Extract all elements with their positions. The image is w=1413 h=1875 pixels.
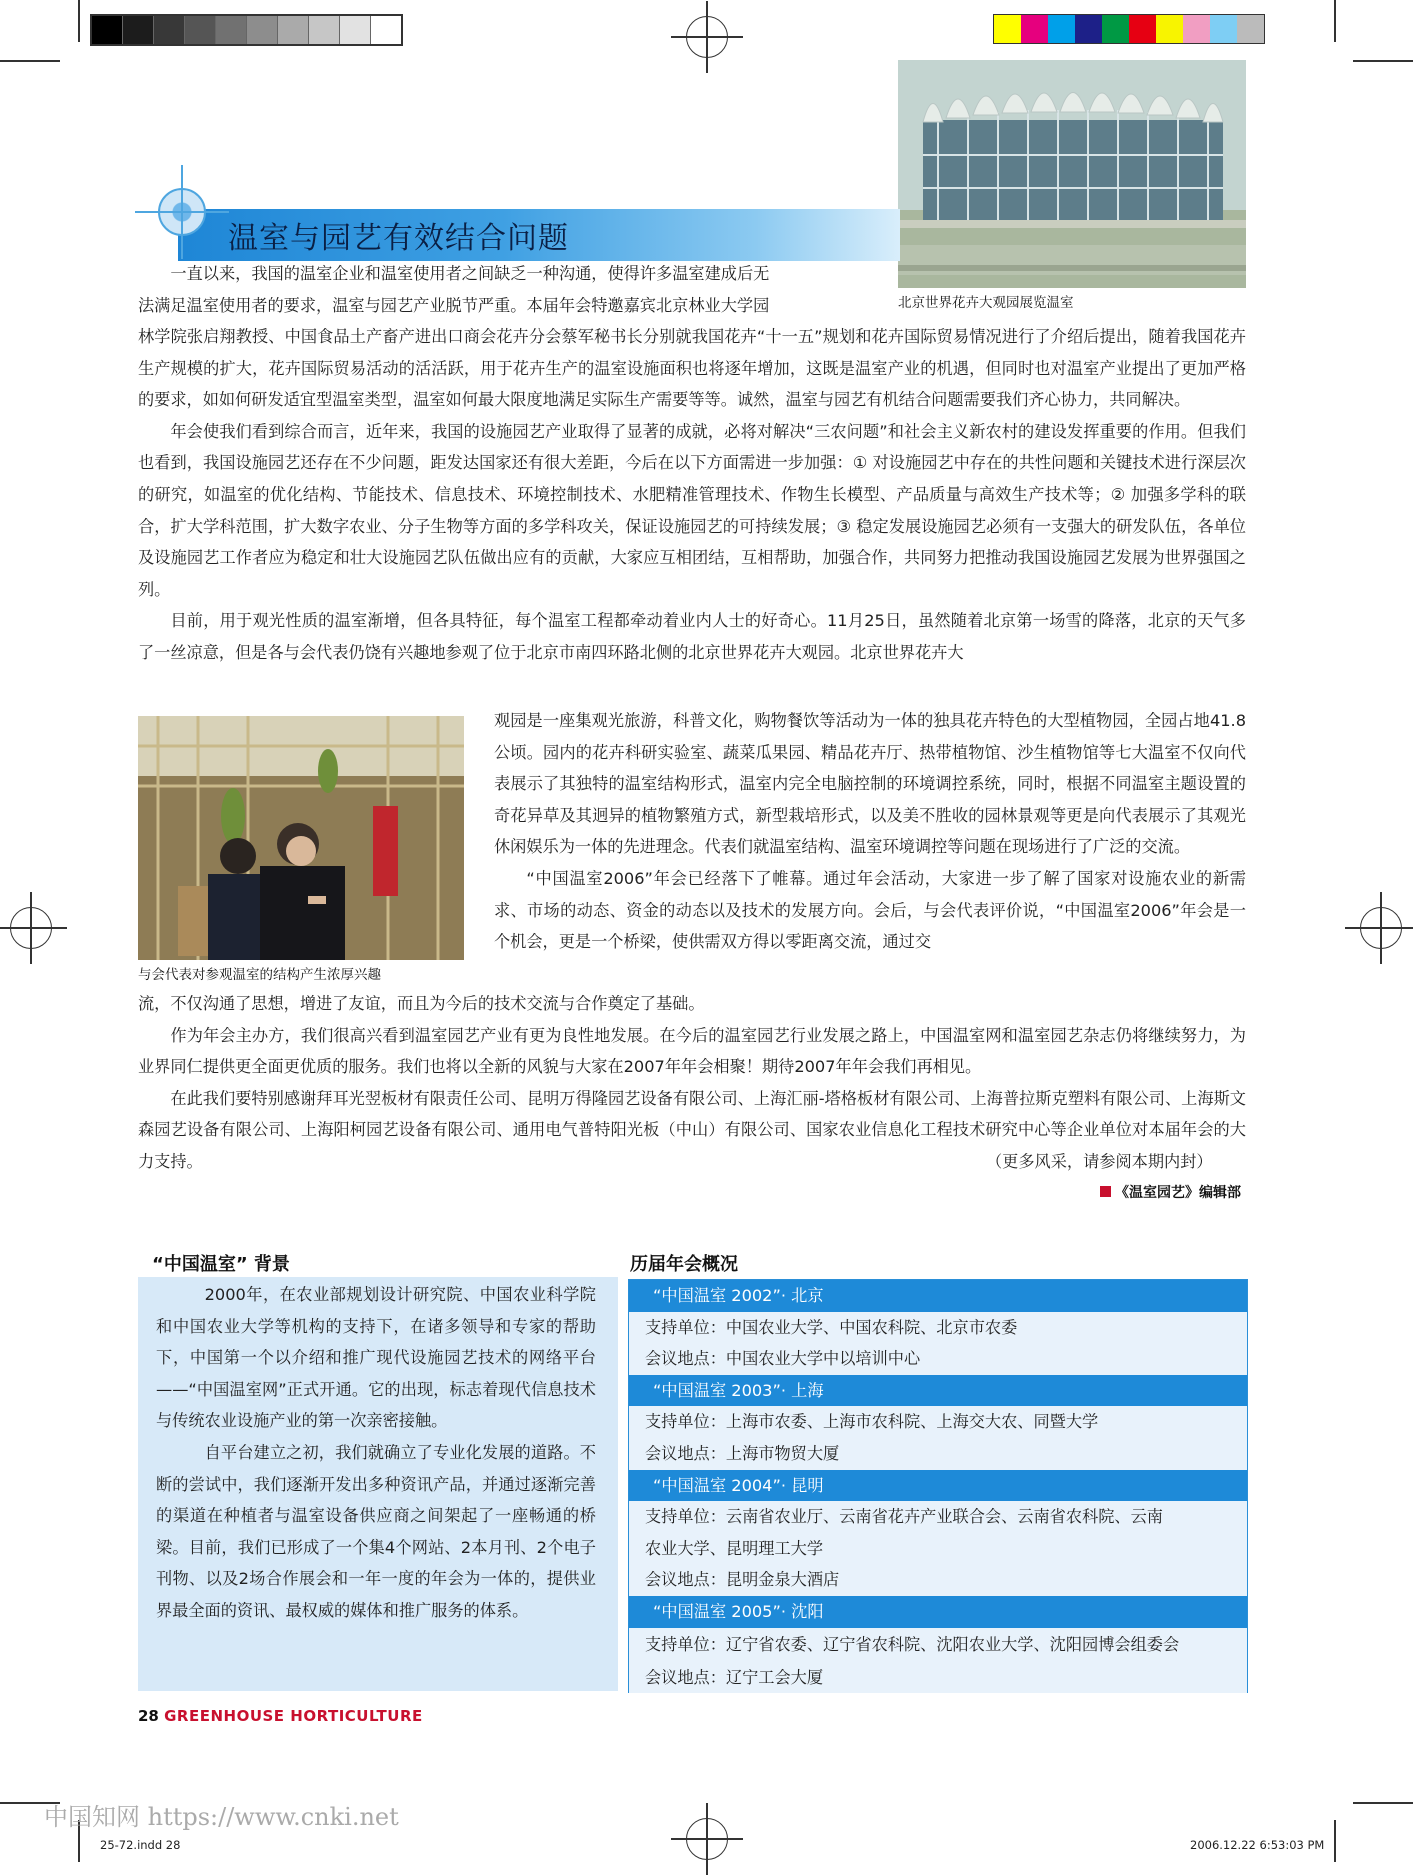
paragraph: “中国温室2006”年会已经落下了帷幕。通过年会活动，大家进一步了解了国家对设施农业的新需求、市场的动态、资金的动态以及技术的发展方向。会后，与会代表评价说，“中国温室2006”年会是一个机会，更是一个桥梁，使供需双方得以零距离交流，通过交 bbox=[494, 868, 1246, 952]
target-circle-icon bbox=[158, 188, 206, 236]
signature-text: 《温室园艺》编辑部 bbox=[1115, 1185, 1241, 1201]
article-body-main bbox=[138, 321, 1246, 669]
history-box-title: 历届年会概况 bbox=[630, 1254, 738, 1275]
paragraph: 林学院张启翔教授、中国食品土产畜产进出口商会花卉分会蔡军秘书长分别就我国花卉“十一五”规划和花卉国际贸易情况进行了介绍后提出，随着我国花卉生产规模的扩大，花卉国际贸易活动的活活跃，用于花卉生产的温室设施面积也将逐年增加，这既是温室产业的机遇，但同时也对温室产业提出了更加严格的要求，如如何研发适宜型温室类型，温室如何最大限度地满足实际生产需要等等。诚然，温室与园艺有机结合问题需要我们齐心协力，共同解决。 bbox=[138, 327, 1246, 410]
paragraph: 在此我们要特别感谢拜耳光翌板材有限责任公司、昆明万得隆园艺设备有限公司、上海汇丽-塔格板材有限公司、上海普拉斯克塑料有限公司、上海斯文森园艺设备有限公司、上海阳柯园艺设备有限公司、通用电气普特阳光板（中山）有限公司、国家农业信息化工程技术研究中心等企业单位对本届年会的大力支持。 bbox=[138, 1088, 1246, 1171]
crop-mark bbox=[1353, 60, 1413, 62]
registration-target-icon bbox=[1360, 907, 1402, 949]
background-box bbox=[138, 1277, 618, 1691]
registration-target-icon bbox=[686, 16, 728, 58]
history-entry-support: 支持单位：辽宁省农委、辽宁省农科院、沈阳农业大学、沈阳园博会组委会 bbox=[629, 1628, 1247, 1662]
cnki-watermark: 中国知网 https://www.cnki.net bbox=[44, 1803, 399, 1831]
crop-mark bbox=[1353, 1802, 1413, 1804]
article-body-beside-photo bbox=[494, 705, 1246, 958]
history-entry-support-continued: 农业大学、昆明理工大学 bbox=[629, 1533, 1247, 1565]
crop-mark bbox=[78, 0, 80, 42]
background-paragraph: 自平台建立之初，我们就确立了专业化发展的道路。不断的尝试中，我们逐渐开发出多种资讯产品，并通过逐渐完善的渠道在种植者与温室设备供应商之间架起了一座畅通的桥梁。目前，我们已形成了一个集4个网站、2本月刊、2个电子刊物、以及2场合作展会和一年一度的年会为一体的，提供业界最全面的资讯、最权威的媒体和推广服务的体系。 bbox=[156, 1442, 596, 1620]
paragraph: 年会使我们看到综合而言，近年来，我国的设施园艺产业取得了显著的成就，必将对解决“三农问题”和社会主义新农村的建设发挥重要的作用。但我们也看到，我国设施园艺还存在不少问题，距发达国家还有很大差距，今后在以下方面需进一步加强：① 对设施园艺中存在的共性问题和关键技术进行深层次的研究，如温室的优化结构、节能技术、信息技术、环境控制技术、水肥精准管理技术、作物生长模型、产品质量与高效生产技术等；② 加强多学科的联合，扩大学科范围，扩大数字农业、分子生物等方面的多学科攻关，保证设施园艺的可持续发展；③ 稳定发展设施园艺必须有一支强大的研发队伍，各单位及设施园艺工作者应为稳定和壮大设施园艺队伍做出应有的贡献，大家应互相团结，互相帮助，加强合作，共同努力把推动我国设施园艺发展为世界强国之列。 bbox=[138, 421, 1246, 599]
history-entry-support: 支持单位：中国农业大学、中国农科院、北京市农委 bbox=[629, 1312, 1247, 1344]
grey-calibration-bar bbox=[90, 14, 403, 46]
paragraph: 目前，用于观光性质的温室渐增，但各具特征，每个温室工程都牵动着业内人士的好奇心。11月25日，虽然随着北京第一场雪的降落，北京的天气多了一丝凉意，但是各与会代表仍饶有兴趣地参观了位于北京市南四环路北侧的北京世界花卉大观园。北京世界花卉大 bbox=[138, 611, 1246, 662]
history-entry-head: “中国温室 2004”· 昆明 bbox=[629, 1470, 1247, 1502]
paragraph: 一直以来，我国的温室企业和温室使用者之间缺乏一种沟通，使得许多温室建成后无 bbox=[170, 264, 770, 283]
history-entry-support: 支持单位：上海市农委、上海市农科院、上海交大农、同暨大学 bbox=[629, 1406, 1247, 1438]
history-entry-venue: 会议地点：上海市物贸大厦 bbox=[629, 1438, 1247, 1470]
background-box-title: “中国温室” 背景 bbox=[152, 1254, 290, 1275]
more-note: （更多风采，请参阅本期内封） bbox=[986, 1152, 1213, 1171]
magazine-name: GREENHOUSE HORTICULTURE bbox=[164, 1707, 423, 1725]
delegates-photo bbox=[138, 716, 464, 960]
history-entry-support: 支持单位：云南省农业厅、云南省花卉产业联合会、云南省农科院、云南 bbox=[629, 1501, 1247, 1533]
page-footer bbox=[138, 1707, 423, 1725]
article-body-top bbox=[138, 258, 866, 321]
paragraph: 流，不仅沟通了思想，增进了友谊，而且为今后的技术交流与合作奠定了基础。 bbox=[138, 994, 705, 1013]
history-entry-head: “中国温室 2002”· 北京 bbox=[629, 1280, 1247, 1312]
history-entry-head: “中国温室 2005”· 沈阳 bbox=[629, 1596, 1247, 1628]
history-entry-venue: 会议地点：中国农业大学中以培训中心 bbox=[629, 1343, 1247, 1375]
registration-target-icon bbox=[686, 1818, 728, 1860]
history-entry-venue: 会议地点：辽宁工会大厦 bbox=[629, 1662, 1247, 1694]
history-box bbox=[628, 1279, 1248, 1693]
paragraph: 法满足温室使用者的要求，温室与园艺产业脱节严重。本届年会特邀嘉宾北京林业大学园 bbox=[138, 295, 770, 315]
crop-mark bbox=[1334, 1820, 1336, 1862]
background-paragraph: 2000年，在农业部规划设计研究院、中国农业科学院和中国农业大学等机构的支持下，在诸多领导和专家的帮助下，中国第一个以介绍和推广现代设施园艺技术的网络平台——“中国温室网”正式开通。它的出现，标志着现代信息技术与传统农业设施产业的第一次亲密接触。 bbox=[156, 1285, 596, 1431]
file-slug: 25-72.indd 28 bbox=[100, 1838, 181, 1852]
history-entry-venue: 会议地点：昆明金泉大酒店 bbox=[629, 1564, 1247, 1596]
signature bbox=[1100, 1182, 1241, 1202]
article-title: 温室与园艺有效结合问题 bbox=[228, 221, 569, 256]
registration-target-icon bbox=[10, 907, 52, 949]
red-square-icon bbox=[1100, 1186, 1111, 1197]
paragraph: 观园是一座集观光旅游，科普文化，购物餐饮等活动为一体的独具花卉特色的大型植物园，全园占地41.8公顷。园内的花卉科研实验室、蔬菜瓜果园、精品花卉厅、热带植物馆、沙生植物馆等七大温室不仅向代表展示了其独特的温室结构形式，温室内完全电脑控制的环境调控系统，同时，根据不同温室主题设置的奇花异草及其迥异的植物繁殖方式，新型栽培形式，以及美不胜收的园林景观等更是向代表展示了其观光休闲娱乐为一体的先进理念。代表们就温室结构、温室环境调控等问题在现场进行了广泛的交流。 bbox=[494, 711, 1246, 857]
print-timestamp: 2006.12.22 6:53:03 PM bbox=[1190, 1838, 1325, 1852]
history-entry-head: “中国温室 2003”· 上海 bbox=[629, 1375, 1247, 1407]
greenhouse-exhibition-photo bbox=[898, 60, 1246, 288]
left-photo-caption: 与会代表对参观温室的结构产生浓厚兴趣 bbox=[138, 967, 381, 983]
page-number: 28 bbox=[138, 1707, 159, 1725]
color-calibration-bar bbox=[993, 14, 1265, 44]
crop-mark bbox=[0, 60, 60, 62]
paragraph: 作为年会主办方，我们很高兴看到温室园艺产业有更为良性地发展。在今后的温室园艺行业发展之路上，中国温室网和温室园艺杂志仍将继续努力，为业界同仁提供更全面更优质的服务。我们也将以全新的风貌与大家在2007年年会相聚！期待2007年年会我们再相见。 bbox=[138, 1025, 1246, 1077]
top-photo-caption: 北京世界花卉大观园展览温室 bbox=[898, 295, 1074, 311]
crop-mark bbox=[1334, 0, 1336, 42]
